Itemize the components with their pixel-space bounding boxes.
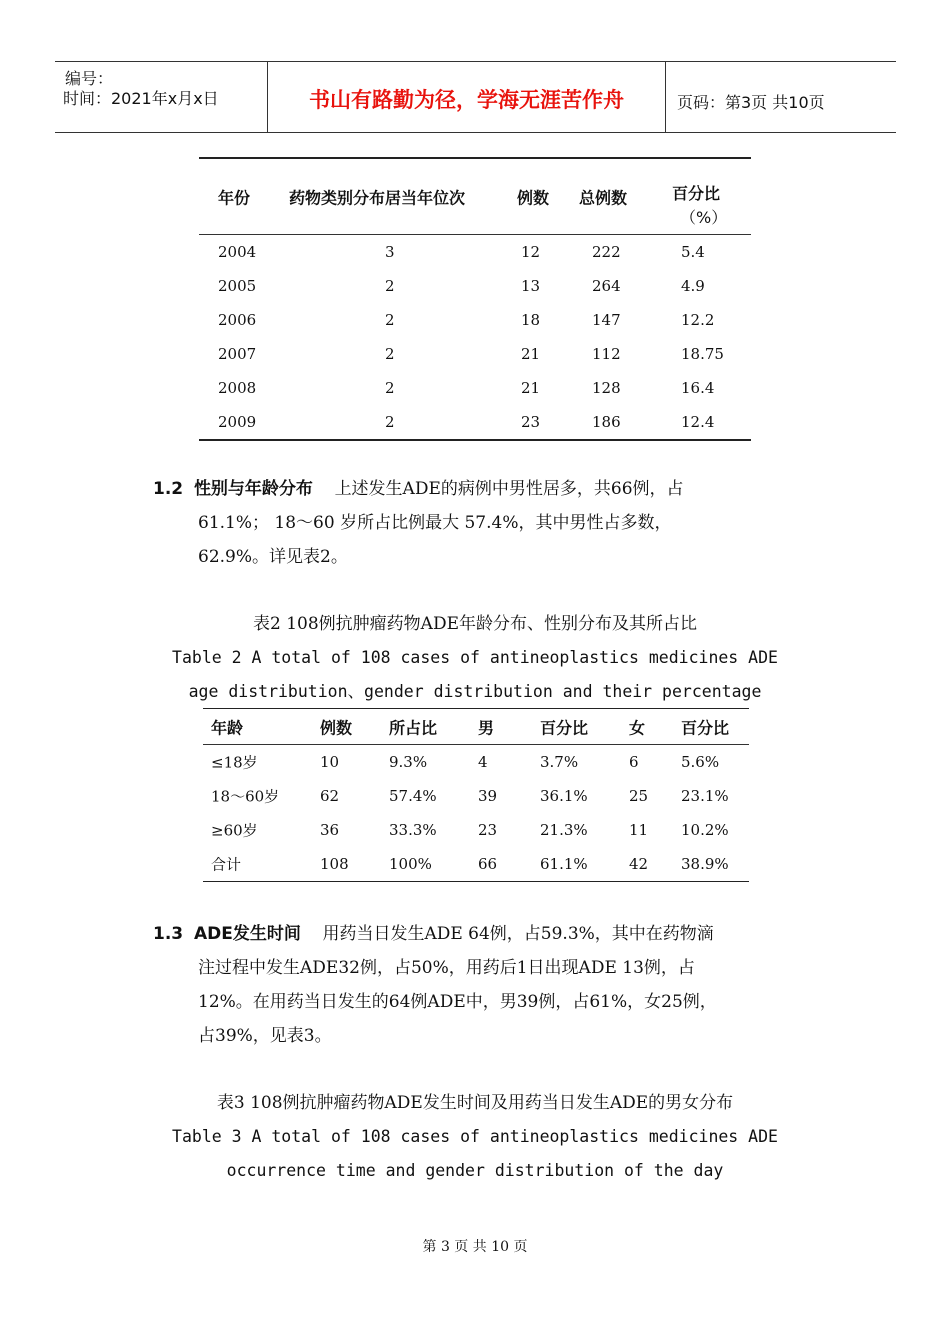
table-2-header-cases: 例数 bbox=[320, 718, 353, 737]
table-cell: 2 bbox=[385, 311, 395, 329]
section-1-2-line-1 bbox=[153, 472, 813, 506]
table-row bbox=[199, 269, 751, 303]
paragraph-text: 61.1%； 18～60 岁所占比例最大 57.4%，其中男性占多数， bbox=[198, 513, 672, 533]
table-cell: 128 bbox=[592, 379, 621, 397]
table-cell: 18.75 bbox=[681, 345, 724, 363]
table-2-caption-en-2: age distribution、gender distribution and their percentage bbox=[188, 682, 762, 701]
paragraph-text: 上述发生ADE的病例中男性居多，共66例，占 bbox=[334, 479, 684, 499]
table-cell: 2006 bbox=[218, 311, 257, 329]
section-title: ADE发生时间 bbox=[193, 924, 301, 944]
table-cell: 39 bbox=[478, 787, 498, 805]
table-cell: 222 bbox=[592, 243, 621, 261]
table-cell: 108 bbox=[320, 855, 349, 873]
table-2-header-male-percent: 百分比 bbox=[540, 718, 589, 737]
table-cell: 3 bbox=[385, 243, 395, 261]
table-cell: 13 bbox=[521, 277, 541, 295]
table-cell: 23.1% bbox=[681, 787, 729, 805]
table-cell: 2009 bbox=[218, 413, 257, 431]
table-cell: 62 bbox=[320, 787, 340, 805]
table-1 bbox=[199, 157, 751, 441]
table-cell: 12.2 bbox=[681, 311, 715, 329]
table-row bbox=[199, 303, 751, 337]
paragraph-text: 12%。在用药当日发生的64例ADE中，男39例，占61%，女25例， bbox=[198, 992, 717, 1012]
table-cell: 2005 bbox=[218, 277, 257, 295]
table-cell: 2 bbox=[385, 277, 395, 295]
table-row bbox=[203, 745, 749, 779]
paragraph-text: 占39%，见表3。 bbox=[198, 1026, 332, 1046]
paragraph-text: 用药当日发生ADE 64例，占59.3%，其中在药物滴 bbox=[322, 924, 714, 944]
section-1-3-line-1 bbox=[153, 917, 813, 951]
table-cell: 2008 bbox=[218, 379, 257, 397]
table-2-header bbox=[203, 709, 749, 745]
page-header bbox=[55, 61, 896, 133]
table-row bbox=[203, 847, 749, 881]
table-cell: 12 bbox=[521, 243, 541, 261]
table-cell: 2004 bbox=[218, 243, 257, 261]
table-cell: 264 bbox=[592, 277, 621, 295]
table-cell: 66 bbox=[478, 855, 498, 873]
header-time-label: 时间：2021年x月x日 bbox=[63, 89, 219, 108]
table-2-header-age: 年龄 bbox=[211, 718, 244, 737]
section-1-2 bbox=[153, 472, 813, 574]
table-cell: 4 bbox=[478, 753, 488, 771]
header-page bbox=[666, 62, 896, 132]
header-meta bbox=[55, 62, 268, 132]
table-2 bbox=[203, 708, 749, 882]
table-cell: 4.9 bbox=[681, 277, 705, 295]
table-2-header-female: 女 bbox=[629, 718, 646, 737]
table-cell: 2 bbox=[385, 345, 395, 363]
table-cell: 2007 bbox=[218, 345, 257, 363]
table-cell: 2 bbox=[385, 379, 395, 397]
table-1-header-year: 年份 bbox=[218, 188, 251, 207]
section-number: 1.3 bbox=[153, 924, 184, 944]
table-cell: 100% bbox=[389, 855, 432, 873]
table-row bbox=[199, 337, 751, 371]
table-row bbox=[199, 235, 751, 269]
section-number: 1.2 bbox=[153, 479, 184, 499]
section-title: 性别与年龄分布 bbox=[193, 479, 313, 499]
table-1-header-total: 总例数 bbox=[579, 188, 628, 207]
table-cell: 36 bbox=[320, 821, 340, 839]
table-cell: ≤18岁 bbox=[211, 753, 258, 772]
table-cell: 5.4 bbox=[681, 243, 705, 261]
table-cell: 36.1% bbox=[540, 787, 588, 805]
table-cell: 5.6% bbox=[681, 753, 720, 771]
table-cell: 61.1% bbox=[540, 855, 588, 873]
table-1-header-cases: 例数 bbox=[517, 188, 550, 207]
table-cell: 9.3% bbox=[389, 753, 428, 771]
table-cell: 2 bbox=[385, 413, 395, 431]
table-cell: 23 bbox=[521, 413, 541, 431]
table-1-header-percent: 百分比 bbox=[672, 184, 721, 203]
table-cell: 186 bbox=[592, 413, 621, 431]
table-2-header-ratio: 所占比 bbox=[389, 718, 438, 737]
table-cell: 21.3% bbox=[540, 821, 588, 839]
table-cell: 18～60岁 bbox=[211, 787, 280, 806]
table-cell: 10 bbox=[320, 753, 340, 771]
table-cell: 21 bbox=[521, 379, 541, 397]
table-1-header-percent-unit: （%） bbox=[680, 208, 728, 227]
table-cell: 42 bbox=[629, 855, 649, 873]
table-2-caption-en-1: Table 2 A total of 108 cases of antineoplastics medicines ADE bbox=[172, 648, 778, 667]
table-2-header-female-percent: 百分比 bbox=[681, 718, 730, 737]
table-3-caption-en-1: Table 3 A total of 108 cases of antineoplastics medicines ADE bbox=[172, 1127, 778, 1146]
table-cell: 38.9% bbox=[681, 855, 729, 873]
table-1-body bbox=[199, 235, 751, 439]
paragraph-text: 62.9%。详见表2。 bbox=[198, 547, 348, 567]
table-row bbox=[203, 779, 749, 813]
table-row bbox=[203, 813, 749, 847]
table-cell: 12.4 bbox=[681, 413, 715, 431]
table-row bbox=[199, 371, 751, 405]
table-cell: 3.7% bbox=[540, 753, 579, 771]
page-footer: 第 3 页 共 10 页 bbox=[422, 1239, 528, 1255]
table-3-caption-en-2: occurrence time and gender distribution of the day bbox=[226, 1161, 724, 1180]
table-3-caption-zh: 表3 108例抗肿瘤药物ADE发生时间及用药当日发生ADE的男女分布 bbox=[216, 1093, 734, 1113]
table-cell: 16.4 bbox=[681, 379, 715, 397]
table-cell: 23 bbox=[478, 821, 498, 839]
table-2-header-male: 男 bbox=[478, 718, 495, 737]
table-row bbox=[199, 405, 751, 439]
paragraph-text: 注过程中发生ADE32例，占50%，用药后1日出现ADE 13例，占 bbox=[198, 958, 695, 978]
header-number-label: 编号： bbox=[65, 69, 114, 88]
table-cell: ≥60岁 bbox=[211, 821, 258, 840]
table-cell: 33.3% bbox=[389, 821, 437, 839]
table-cell: 合计 bbox=[211, 855, 242, 874]
table-cell: 147 bbox=[592, 311, 621, 329]
table-cell: 57.4% bbox=[389, 787, 437, 805]
table-1-header-rank: 药物类别分布居当年位次 bbox=[289, 188, 466, 207]
header-motto: 书山有路勤为径，学海无涯苦作舟 bbox=[268, 62, 666, 132]
table-cell: 21 bbox=[521, 345, 541, 363]
table-cell: 6 bbox=[629, 753, 639, 771]
table-cell: 25 bbox=[629, 787, 649, 805]
table-cell: 112 bbox=[592, 345, 621, 363]
table-1-header bbox=[199, 159, 751, 235]
table-2-caption-zh: 表2 108例抗肿瘤药物ADE年龄分布、性别分布及其所占比 bbox=[253, 614, 697, 634]
header-page-label: 页码：第3页 共10页 bbox=[677, 93, 825, 112]
table-cell: 11 bbox=[629, 821, 649, 839]
table-cell: 18 bbox=[521, 311, 541, 329]
table-cell: 10.2% bbox=[681, 821, 729, 839]
section-1-3 bbox=[153, 917, 813, 1053]
